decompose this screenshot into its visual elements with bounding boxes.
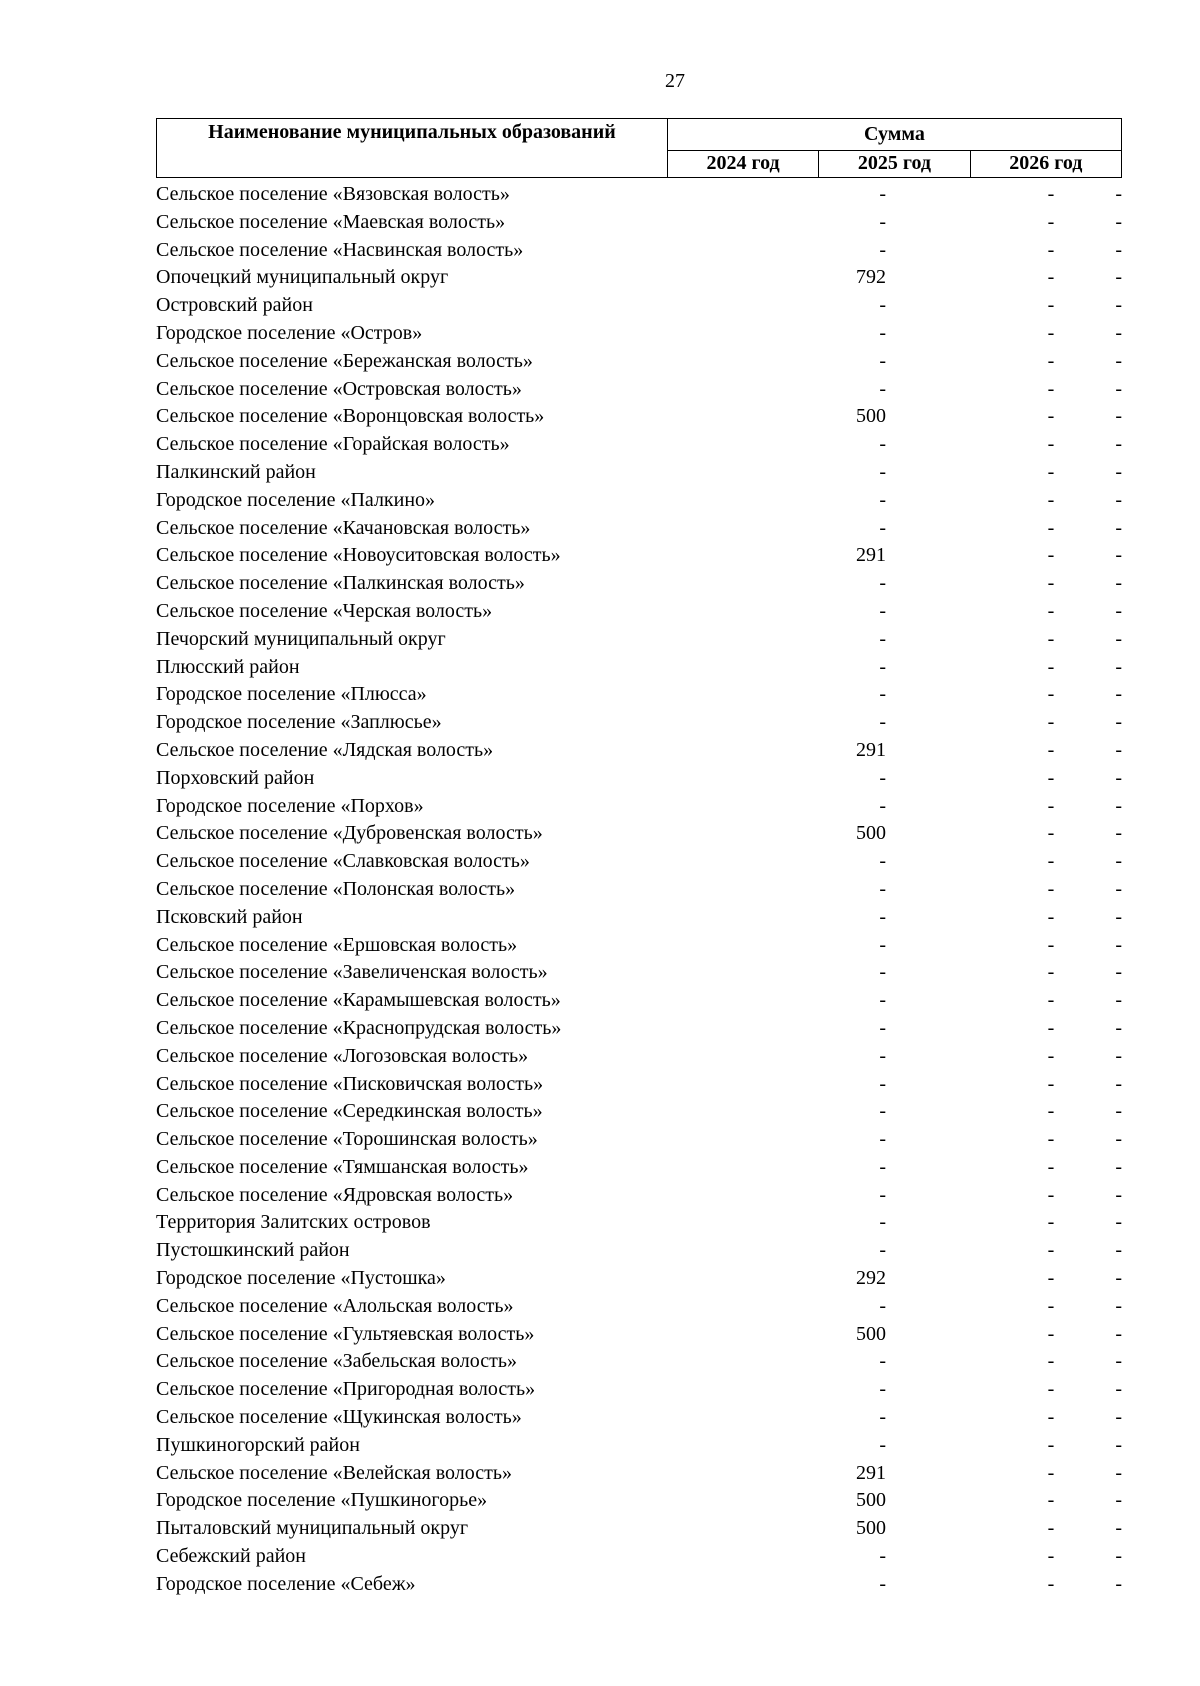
table-row [156,1348,1122,1376]
row-value-2026: - [1115,1378,1122,1401]
row-value-2026: - [1115,1016,1122,1039]
page-number: 27 [665,70,685,92]
table-row [156,1293,1122,1321]
row-value-2025: - [1047,377,1055,400]
row-name: Опочецкий муниципальный округ [156,266,449,289]
row-value-2024: - [879,349,886,372]
row-name: Сельское поселение «Велейская волость» [156,1461,513,1484]
table-row [156,1321,1122,1349]
row-value-2024: - [879,1128,886,1151]
row-value-2024: - [879,377,886,400]
table-row [156,1126,1122,1154]
row-value-2025: - [1047,572,1055,595]
row-value-2025: - [1047,850,1055,873]
row-value-2024: - [879,294,886,317]
table-row [156,348,1122,376]
table-row [156,848,1122,876]
row-value-2025: - [1047,822,1055,845]
row-value-2026: - [1115,989,1122,1012]
table-row [156,237,1122,265]
table-row [156,681,1122,709]
row-value-2026: - [1115,1239,1122,1262]
row-value-2025: - [1047,1378,1055,1401]
row-value-2024: - [879,572,886,595]
table-row [156,626,1122,654]
row-value-2025: - [1047,655,1055,678]
row-value-2025: - [1047,711,1055,734]
row-value-2026: - [1115,238,1122,261]
table-row [156,542,1122,570]
row-value-2024: - [879,1072,886,1095]
table-header [156,118,1122,178]
table-body [156,181,1122,1599]
row-value-2024: - [879,1294,886,1317]
row-name: Сельское поселение «Воронцовская волость» [156,405,545,428]
row-value-2024: - [879,183,886,205]
row-value-2026: - [1115,905,1122,928]
row-value-2025: - [1047,460,1055,483]
table-row [156,654,1122,682]
row-name: Городское поселение «Остров» [156,321,423,344]
row-value-2025: - [1047,433,1055,456]
row-name: Пушкиногорский район [156,1433,360,1456]
row-name: Плюсский район [156,655,300,678]
row-value-2024: - [879,321,886,344]
row-value-2026: - [1115,627,1122,650]
row-value-2025: - [1047,1100,1055,1123]
row-value-2026: - [1115,1100,1122,1123]
row-value-2024: - [879,488,886,511]
row-value-2025: - [1047,1294,1055,1317]
table-row [156,709,1122,737]
table-row [156,1376,1122,1404]
row-name: Сельское поселение «Горайская волость» [156,433,510,456]
row-value-2026: - [1115,683,1122,706]
row-value-2024: - [879,1239,886,1262]
table-row [156,1043,1122,1071]
row-value-2025: - [1047,1406,1055,1429]
table-row [156,487,1122,515]
column-header-sum: Сумма [667,119,1121,151]
row-name: Сельское поселение «Забельская волость» [156,1350,518,1373]
row-name: Сельское поселение «Черская волость» [156,599,493,622]
column-header-2026: 2026 год [970,150,1121,177]
row-value-2024: - [879,711,886,734]
table-row [156,1571,1122,1599]
row-value-2026: - [1115,1322,1122,1345]
row-name: Сельское поселение «Славковская волость» [156,850,530,873]
table-row [156,904,1122,932]
table-row [156,264,1122,292]
column-header-name: Наименование муниципальных образований [157,119,668,178]
row-name: Городское поселение «Себеж» [156,1572,416,1595]
row-value-2025: - [1047,933,1055,956]
row-name: Сельское поселение «Ядровская волость» [156,1183,514,1206]
row-name: Сельское поселение «Палкинская волость» [156,572,525,595]
row-value-2026: - [1115,516,1122,539]
table-row [156,209,1122,237]
row-value-2025: - [1047,989,1055,1012]
table-row [156,820,1122,848]
row-value-2025: - [1047,238,1055,261]
row-value-2025: - [1047,1461,1055,1484]
row-name: Сельское поселение «Вязовская волость» [156,183,510,205]
table-row [156,1071,1122,1099]
row-value-2026: - [1115,822,1122,845]
row-value-2026: - [1115,1406,1122,1429]
row-value-2025: - [1047,1155,1055,1178]
row-value-2026: - [1115,405,1122,428]
table-row [156,1237,1122,1265]
row-value-2026: - [1115,266,1122,289]
row-value-2026: - [1115,877,1122,900]
row-value-2025: - [1047,961,1055,984]
row-value-2025: - [1047,1489,1055,1512]
table-row [156,1098,1122,1126]
row-value-2024: - [879,850,886,873]
row-value-2024: - [879,516,886,539]
row-value-2025: - [1047,488,1055,511]
row-value-2026: - [1115,1517,1122,1540]
row-value-2024: 291 [856,544,886,567]
row-name: Сельское поселение «Торошинская волость» [156,1128,538,1151]
row-value-2026: - [1115,850,1122,873]
row-value-2026: - [1115,655,1122,678]
column-header-2025: 2025 год [819,150,970,177]
table-row [156,1460,1122,1488]
row-value-2024: 292 [856,1267,886,1290]
row-value-2024: - [879,683,886,706]
row-value-2025: - [1047,1239,1055,1262]
row-name: Сельское поселение «Новоуситовская волость» [156,544,561,567]
row-value-2024: - [879,238,886,261]
row-value-2025: - [1047,1016,1055,1039]
row-name: Городское поселение «Пушкиногорье» [156,1489,488,1512]
row-value-2025: - [1047,905,1055,928]
row-value-2024: - [879,210,886,233]
row-value-2024: - [879,794,886,817]
table-row [156,459,1122,487]
row-value-2024: - [879,599,886,622]
row-value-2025: - [1047,1545,1055,1568]
row-value-2024: - [879,433,886,456]
row-value-2026: - [1115,1267,1122,1290]
row-value-2025: - [1047,1072,1055,1095]
row-value-2025: - [1047,1183,1055,1206]
row-value-2024: 792 [856,266,886,289]
row-value-2026: - [1115,1155,1122,1178]
row-value-2024: - [879,1433,886,1456]
row-value-2024: 291 [856,1461,886,1484]
row-name: Сельское поселение «Тямшанская волость» [156,1155,529,1178]
row-value-2026: - [1115,1072,1122,1095]
row-name: Псковский район [156,905,303,928]
row-value-2024: 500 [856,822,886,845]
row-value-2024: - [879,933,886,956]
table-row [156,765,1122,793]
row-value-2024: - [879,1016,886,1039]
row-name: Пыталовский муниципальный округ [156,1517,469,1540]
row-value-2026: - [1115,377,1122,400]
table-row [156,431,1122,459]
row-value-2025: - [1047,405,1055,428]
row-value-2024: - [879,766,886,789]
row-value-2026: - [1115,1350,1122,1373]
row-name: Сельское поселение «Островская волость» [156,377,522,400]
row-value-2026: - [1115,488,1122,511]
row-value-2024: - [879,877,886,900]
row-name: Сельское поселение «Логозовская волость» [156,1044,529,1067]
row-value-2026: - [1115,544,1122,567]
row-value-2024: - [879,1211,886,1234]
row-name: Островский район [156,294,313,317]
row-name: Городское поселение «Заплюсье» [156,711,442,734]
table-row [156,987,1122,1015]
row-name: Сельское поселение «Маевская волость» [156,210,506,233]
row-value-2026: - [1115,599,1122,622]
row-value-2026: - [1115,1044,1122,1067]
row-value-2024: 291 [856,738,886,761]
table-row [156,598,1122,626]
table-row [156,1515,1122,1543]
row-value-2025: - [1047,183,1055,205]
row-value-2026: - [1115,1461,1122,1484]
row-name: Себежский район [156,1545,306,1568]
row-value-2026: - [1115,433,1122,456]
row-value-2024: 500 [856,1322,886,1345]
row-value-2024: - [879,460,886,483]
row-value-2025: - [1047,294,1055,317]
row-value-2024: - [879,1350,886,1373]
table-row [156,932,1122,960]
row-value-2025: - [1047,1128,1055,1151]
row-value-2025: - [1047,794,1055,817]
row-value-2024: - [879,627,886,650]
row-value-2026: - [1115,294,1122,317]
table-row [156,1265,1122,1293]
row-value-2025: - [1047,1517,1055,1540]
row-name: Печорский муниципальный округ [156,627,446,650]
row-name: Сельское поселение «Завеличенская волость» [156,961,548,984]
row-value-2026: - [1115,766,1122,789]
row-value-2026: - [1115,1211,1122,1234]
row-value-2024: - [879,989,886,1012]
row-value-2024: 500 [856,1517,886,1540]
row-name: Территория Залитских островов [156,1211,431,1234]
table-row [156,1487,1122,1515]
row-value-2025: - [1047,599,1055,622]
table-row [156,1015,1122,1043]
row-name: Сельское поселение «Писковичская волость» [156,1072,544,1095]
row-value-2024: - [879,961,886,984]
row-value-2026: - [1115,1545,1122,1568]
table-row [156,1404,1122,1432]
row-value-2026: - [1115,794,1122,817]
row-value-2024: 500 [856,1489,886,1512]
row-value-2024: - [879,1378,886,1401]
table-row [156,320,1122,348]
table-row [156,570,1122,598]
row-name: Городское поселение «Порхов» [156,794,424,817]
row-value-2026: - [1115,1183,1122,1206]
table-row [156,376,1122,404]
row-value-2024: - [879,905,886,928]
row-value-2026: - [1115,738,1122,761]
row-name: Порховский район [156,766,315,789]
row-value-2024: - [879,655,886,678]
row-value-2025: - [1047,516,1055,539]
row-value-2026: - [1115,711,1122,734]
row-value-2026: - [1115,349,1122,372]
table-row [156,1209,1122,1237]
row-name: Сельское поселение «Краснопрудская волость» [156,1016,562,1039]
row-name: Сельское поселение «Пригородная волость» [156,1378,536,1401]
table-row [156,1182,1122,1210]
row-value-2024: - [879,1572,886,1595]
row-value-2024: - [879,1044,886,1067]
row-value-2025: - [1047,266,1055,289]
table-row [156,292,1122,320]
row-value-2025: - [1047,683,1055,706]
row-value-2025: - [1047,766,1055,789]
row-name: Палкинский район [156,460,316,483]
row-name: Сельское поселение «Щукинская волость» [156,1406,522,1429]
table-row [156,1543,1122,1571]
row-value-2024: - [879,1155,886,1178]
row-value-2026: - [1115,961,1122,984]
row-value-2024: - [879,1183,886,1206]
row-name: Городское поселение «Плюсса» [156,683,427,706]
row-value-2025: - [1047,1350,1055,1373]
row-value-2025: - [1047,349,1055,372]
row-value-2025: - [1047,544,1055,567]
row-name: Сельское поселение «Насвинская волость» [156,238,524,261]
row-name: Сельское поселение «Ершовская волость» [156,933,518,956]
row-name: Сельское поселение «Бережанская волость» [156,349,533,372]
row-name: Сельское поселение «Середкинская волость» [156,1100,543,1123]
row-value-2026: - [1115,933,1122,956]
row-name: Сельское поселение «Лядская волость» [156,738,494,761]
table-row [156,959,1122,987]
row-value-2026: - [1115,1489,1122,1512]
column-header-2024: 2024 год [667,150,818,177]
row-value-2025: - [1047,1267,1055,1290]
row-value-2026: - [1115,1572,1122,1595]
row-name: Сельское поселение «Полонская волость» [156,877,516,900]
row-value-2025: - [1047,1572,1055,1595]
row-value-2026: - [1115,210,1122,233]
row-name: Городское поселение «Пустошка» [156,1267,446,1290]
row-value-2026: - [1115,1128,1122,1151]
table-row [156,793,1122,821]
table-row [156,876,1122,904]
row-value-2024: - [879,1406,886,1429]
row-value-2025: - [1047,1433,1055,1456]
row-value-2025: - [1047,627,1055,650]
row-value-2024: 500 [856,405,886,428]
row-value-2026: - [1115,1433,1122,1456]
row-value-2025: - [1047,738,1055,761]
row-value-2026: - [1115,321,1122,344]
table-row [156,403,1122,431]
row-value-2024: - [879,1100,886,1123]
row-name: Сельское поселение «Гультяевская волость» [156,1322,535,1345]
row-value-2026: - [1115,572,1122,595]
row-value-2025: - [1047,1322,1055,1345]
row-value-2025: - [1047,210,1055,233]
table-row [156,181,1122,209]
table-row [156,737,1122,765]
row-value-2026: - [1115,460,1122,483]
row-name: Городское поселение «Палкино» [156,488,436,511]
row-value-2026: - [1115,1294,1122,1317]
row-value-2025: - [1047,1044,1055,1067]
row-name: Сельское поселение «Алольская волость» [156,1294,514,1317]
row-value-2024: - [879,1545,886,1568]
row-name: Сельское поселение «Карамышевская волость» [156,989,561,1012]
table-row [156,515,1122,543]
row-value-2025: - [1047,1211,1055,1234]
row-value-2025: - [1047,877,1055,900]
table-row [156,1432,1122,1460]
row-name: Сельское поселение «Качановская волость» [156,516,531,539]
row-value-2025: - [1047,321,1055,344]
row-name: Сельское поселение «Дубровенская волость» [156,822,543,845]
row-name: Пустошкинский район [156,1239,350,1262]
row-value-2026: - [1115,183,1122,205]
table-row [156,1154,1122,1182]
